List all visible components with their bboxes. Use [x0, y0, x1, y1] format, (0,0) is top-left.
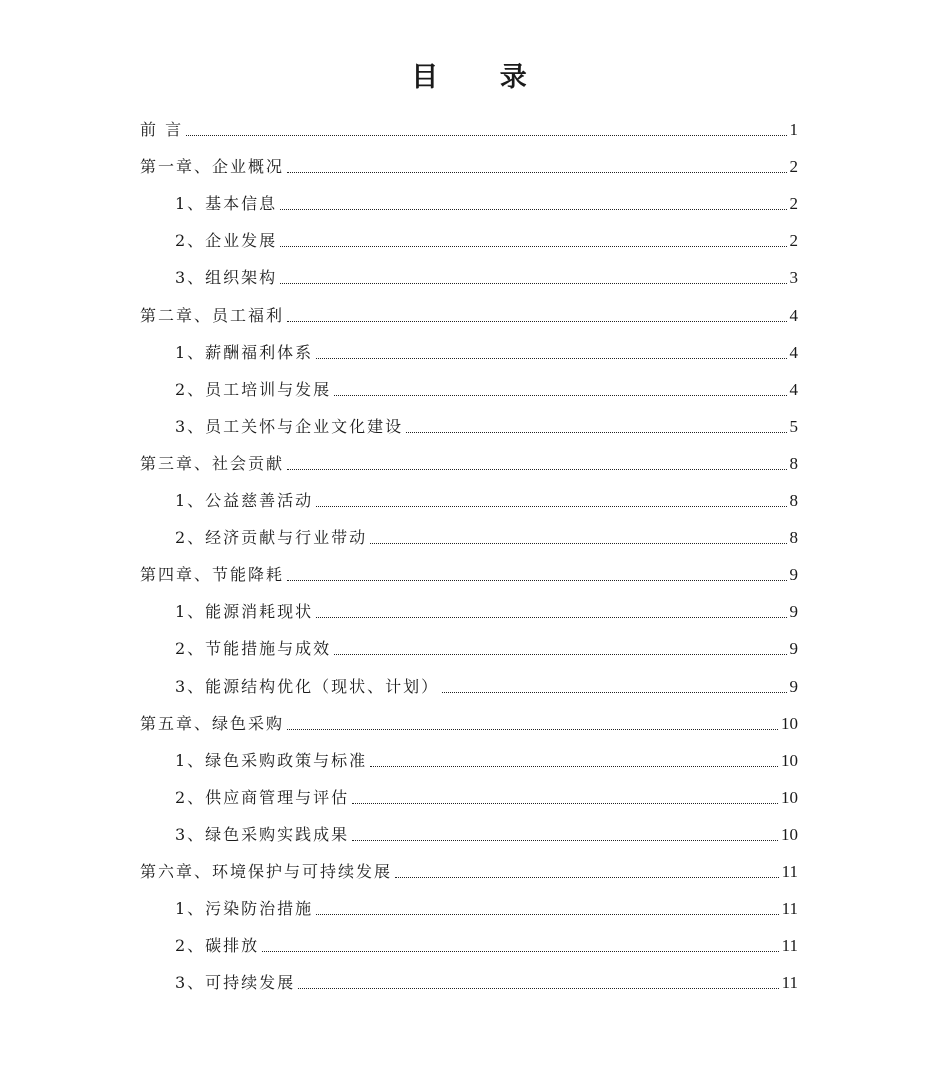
toc-entry-label: 3、能源结构优化（现状、计划）: [175, 676, 440, 696]
toc-entry-label: 第二章、员工福利: [140, 305, 285, 325]
toc-chapter-entry[interactable]: [140, 104, 798, 141]
toc-section-entry[interactable]: [140, 401, 798, 438]
toc-section-entry[interactable]: [140, 735, 798, 772]
toc-entry-page-number: 9: [789, 639, 798, 659]
toc-entry-page-number: 2: [789, 157, 798, 177]
dot-leader: [316, 914, 778, 915]
toc-entry-page-number: 1: [789, 120, 798, 140]
dot-leader: [316, 617, 786, 618]
toc-section-entry[interactable]: [140, 475, 798, 512]
dot-leader: [186, 135, 786, 136]
dot-leader: [352, 803, 778, 804]
toc-entry-page-number: 11: [781, 936, 798, 956]
toc-entry-label: 1、薪酬福利体系: [175, 342, 314, 362]
toc-chapter-entry[interactable]: [140, 438, 798, 475]
toc-entry-page-number: 9: [789, 565, 798, 585]
dot-leader: [406, 432, 786, 433]
dot-leader: [334, 654, 786, 655]
dot-leader: [287, 172, 786, 173]
toc-entry-label: 2、节能措施与成效: [175, 639, 332, 659]
dot-leader: [287, 321, 786, 322]
toc-entry-page-number: 9: [789, 602, 798, 622]
toc-entry-label: 2、供应商管理与评估: [175, 787, 350, 807]
dot-leader: [334, 395, 786, 396]
toc-section-entry[interactable]: [140, 883, 798, 920]
toc-title: 目 录: [411, 62, 553, 93]
toc-entry-label: 1、公益慈善活动: [175, 491, 314, 511]
toc-section-entry[interactable]: [140, 586, 798, 623]
toc-entry-label: 2、企业发展: [175, 231, 278, 251]
dot-leader: [287, 580, 786, 581]
dot-leader: [316, 506, 786, 507]
toc-entry-label: 2、员工培训与发展: [175, 379, 332, 399]
toc-section-entry[interactable]: [140, 660, 798, 697]
toc-entry-label: 第六章、环境保护与可持续发展: [140, 861, 393, 881]
toc-entry-label: 3、绿色采购实践成果: [175, 824, 350, 844]
toc-entry-label: 1、能源消耗现状: [175, 602, 314, 622]
dot-leader: [298, 988, 778, 989]
dot-leader: [370, 543, 786, 544]
toc-entry-page-number: 4: [789, 342, 798, 362]
toc-section-entry[interactable]: [140, 512, 798, 549]
toc-entry-page-number: 9: [789, 676, 798, 696]
toc-entry-page-number: 8: [789, 528, 798, 548]
toc-chapter-entry[interactable]: [140, 846, 798, 883]
toc-entry-label: 第一章、企业概况: [140, 157, 285, 177]
dot-leader: [280, 283, 786, 284]
toc-section-entry[interactable]: [140, 623, 798, 660]
toc-entry-label: 1、基本信息: [175, 194, 278, 214]
toc-entry-page-number: 10: [781, 787, 798, 807]
dot-leader: [287, 469, 786, 470]
toc-entry-page-number: 11: [781, 973, 798, 993]
toc-entry-page-number: 4: [789, 379, 798, 399]
toc-entry-label: 第五章、绿色采购: [140, 713, 285, 733]
toc-entry-label: 2、经济贡献与行业带动: [175, 528, 368, 548]
toc-entry-label: 3、员工关怀与企业文化建设: [175, 416, 404, 436]
toc-entry-page-number: 11: [781, 861, 798, 881]
toc-entry-label: 1、污染防治措施: [175, 899, 314, 919]
toc-section-entry[interactable]: [140, 178, 798, 215]
dot-leader: [352, 840, 778, 841]
toc-entry-page-number: 8: [789, 491, 798, 511]
toc-entry-label: 2、碳排放: [175, 936, 260, 956]
toc-chapter-entry[interactable]: [140, 549, 798, 586]
dot-leader: [262, 951, 778, 952]
toc-chapter-entry[interactable]: [140, 141, 798, 178]
toc-entry-page-number: 8: [789, 453, 798, 473]
toc-entry-page-number: 10: [781, 713, 798, 733]
toc-entry-page-number: 10: [781, 750, 798, 770]
toc-entry-label: 第四章、节能降耗: [140, 565, 285, 585]
toc-section-entry[interactable]: [140, 252, 798, 289]
toc-entry-label: 3、可持续发展: [175, 973, 296, 993]
toc-section-entry[interactable]: [140, 772, 798, 809]
dot-leader: [280, 209, 786, 210]
toc-section-entry[interactable]: [140, 364, 798, 401]
toc-entry-page-number: 4: [789, 305, 798, 325]
toc-section-entry[interactable]: [140, 957, 798, 994]
dot-leader: [316, 358, 786, 359]
toc-section-entry[interactable]: [140, 920, 798, 957]
toc-entry-page-number: 5: [789, 416, 798, 436]
dot-leader: [442, 692, 786, 693]
toc-entry-label: 前 言: [140, 120, 184, 140]
toc-chapter-entry[interactable]: [140, 698, 798, 735]
dot-leader: [395, 877, 779, 878]
toc-entry-page-number: 2: [789, 194, 798, 214]
toc-entry-page-number: 3: [789, 268, 798, 288]
toc-entry-page-number: 2: [789, 231, 798, 251]
toc-entry-label: 3、组织架构: [175, 268, 278, 288]
toc-entry-page-number: 11: [781, 899, 798, 919]
table-of-contents: [140, 104, 798, 994]
toc-section-entry[interactable]: [140, 327, 798, 364]
toc-section-entry[interactable]: [140, 215, 798, 252]
dot-leader: [280, 246, 786, 247]
toc-section-entry[interactable]: [140, 809, 798, 846]
toc-chapter-entry[interactable]: [140, 289, 798, 326]
dot-leader: [370, 766, 778, 767]
dot-leader: [287, 729, 778, 730]
toc-entry-label: 第三章、社会贡献: [140, 453, 285, 473]
toc-entry-label: 1、绿色采购政策与标准: [175, 750, 368, 770]
toc-entry-page-number: 10: [781, 824, 798, 844]
